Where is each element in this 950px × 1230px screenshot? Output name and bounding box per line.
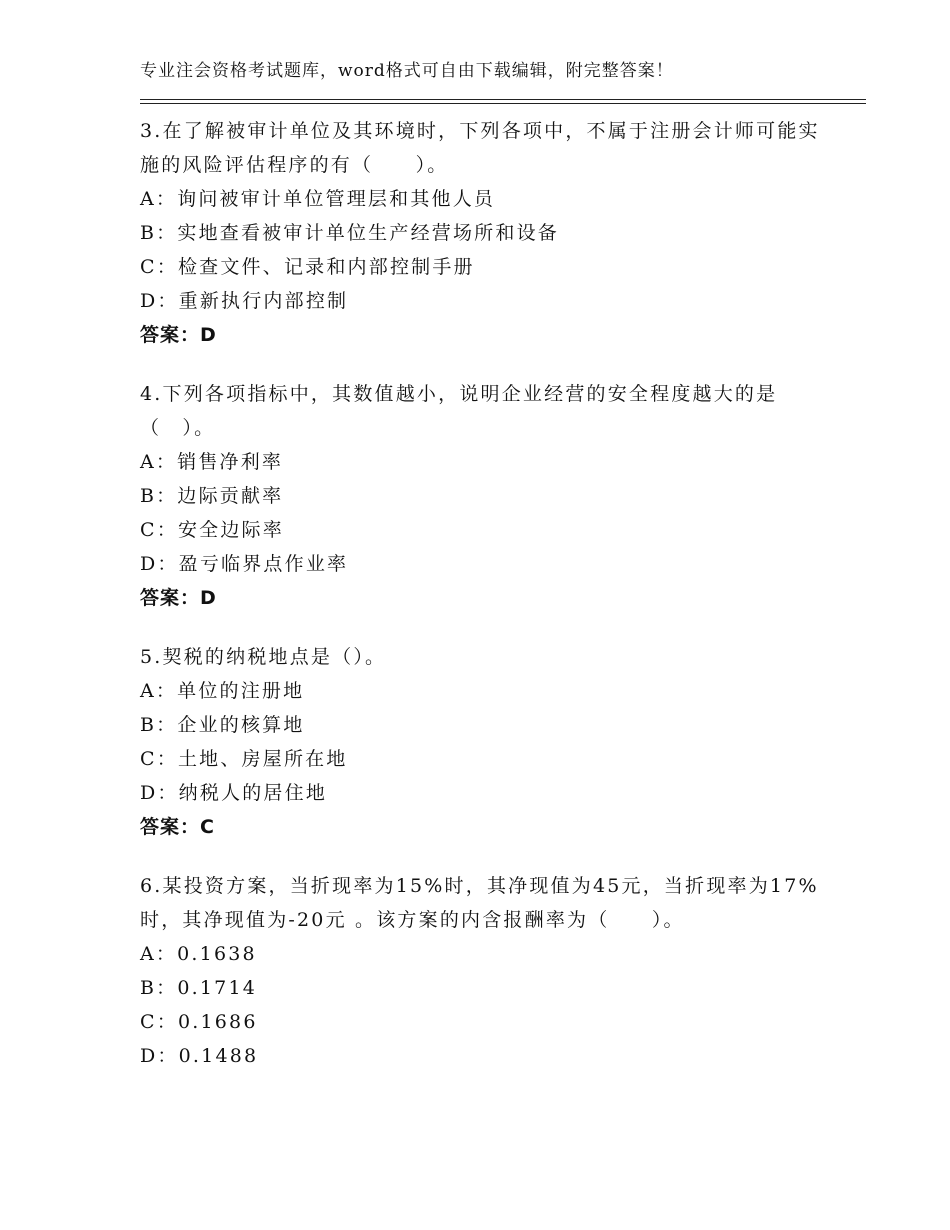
question-6 <box>140 869 840 1073</box>
question-stem: 3.在了解被审计单位及其环境时，下列各项中，不属于注册会计师可能实施的风险评估程序的有（ ）。 <box>140 120 820 176</box>
question-stem: 5.契税的纳税地点是（）。 <box>140 646 387 668</box>
question-5 <box>140 640 840 844</box>
question-4 <box>140 377 840 615</box>
header-rule-thin <box>140 103 866 104</box>
page-header: 专业注会资格考试题库，word格式可自由下载编辑，附完整答案！ <box>140 61 674 81</box>
option-a: A：0.1638 <box>140 943 257 965</box>
option-d: D：0.1488 <box>140 1045 259 1067</box>
question-stem: 6.某投资方案，当折现率为15%时，其净现值为45元，当折现率为17%时，其净现值为-20元 。该方案的内含报酬率为（ ）。 <box>140 875 819 931</box>
option-c: C：土地、房屋所在地 <box>140 748 348 770</box>
option-b: B：边际贡献率 <box>140 485 284 507</box>
question-list <box>140 114 840 1098</box>
option-c: C：0.1686 <box>140 1011 258 1033</box>
option-a: A：询问被审计单位管理层和其他人员 <box>140 188 496 210</box>
option-d: D：纳税人的居住地 <box>140 782 328 804</box>
option-b: B：0.1714 <box>140 977 258 999</box>
option-a: A：销售净利率 <box>140 451 284 473</box>
answer-label: 答案：D <box>140 587 217 609</box>
option-c: C：安全边际率 <box>140 519 284 541</box>
question-3 <box>140 114 840 352</box>
option-d: D：重新执行内部控制 <box>140 290 349 312</box>
option-b: B：实地查看被审计单位生产经营场所和设备 <box>140 222 559 244</box>
answer-label: 答案：C <box>140 816 215 838</box>
option-d: D：盈亏临界点作业率 <box>140 553 349 575</box>
header-rule-thick <box>140 99 866 100</box>
question-stem: 4.下列各项指标中，其数值越小，说明企业经营的安全程度越大的是（ ）。 <box>140 383 778 439</box>
answer-label: 答案：D <box>140 324 217 346</box>
option-b: B：企业的核算地 <box>140 714 305 736</box>
option-a: A：单位的注册地 <box>140 680 305 702</box>
option-c: C：检查文件、记录和内部控制手册 <box>140 256 475 278</box>
